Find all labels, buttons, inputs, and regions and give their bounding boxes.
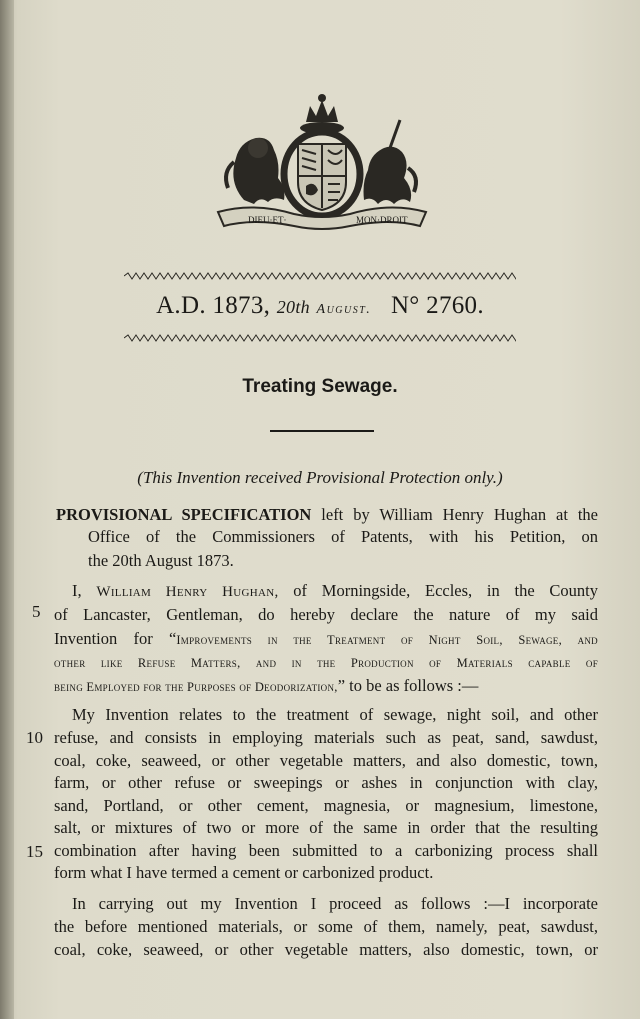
crest-motto-right: MON·DROIT [356,215,408,225]
para3-line-3: coal, coke, seaweed, or other vegetable matters, also domestic, town, or [54,940,598,959]
crest-motto-left: DIEU·ET· [248,215,287,225]
provisional-protection-note: (This Invention received Provisional Protection only.) [137,468,503,487]
header-patent-number: N° 2760. [390,292,484,319]
line-number-5: 5 [32,602,41,621]
patent-header [0,292,640,320]
para1-line-5 [54,675,564,698]
book-spine-shadow [0,0,14,1019]
para2-line-6: salt, or mixtures of two or more of the same in order that the resulting [54,818,598,837]
bottom-wavy-rule [124,334,516,342]
para2-line-2: refuse, and consists in employing materials such as peat, sand, sawdust, [54,728,598,747]
line-number-15: 15 [26,842,43,861]
para2-line-7: combination after having been submitted to a carbonizing process shall [54,841,598,860]
para1-line-1 [72,580,598,603]
para2-line-5: sand, Portland, or other cement, magnesia, or magnesium, limestone, [54,796,598,815]
document-title: Treating Sewage. [242,376,398,397]
para2-line-4: farm, or other refuse or sweepings or ashes in conjunction with clay, [54,773,598,792]
line-number-10: 10 [26,728,43,747]
para3-line-1: In carrying out my Invention I proceed as follows :—I incorporate [72,894,598,913]
spec-line-1 [56,504,598,526]
para3-line-2: the before mentioned materials, or some of them, namely, peat, sawdust, [54,917,598,936]
para1-inventor-name: William Henry Hughan, [96,584,279,600]
header-date: 20th [276,297,310,317]
royal-coat-of-arms [214,92,430,232]
top-wavy-rule [124,272,516,280]
para1-l5a: being Employed for the Purposes of Deodorization, [54,680,338,694]
para1-line-3 [54,628,598,651]
para2-line-8: form what I have termed a cement or carbonized product. [54,863,434,882]
para1-l3b: Improvements in the Treatment of Night Soil, Sewage, and [176,633,598,647]
para1-line-2: of Lancaster, Gentleman, do hereby declare the nature of my said [54,605,598,624]
para1-line-4: other like Refuse Matters, and in the Production of Materials capable of [54,656,598,670]
spec-line-1-text: left by William Henry Hughan at the [321,505,599,524]
header-month: August. [316,302,372,317]
para1-l1a: I, [72,581,82,600]
para2-line-1: My Invention relates to the treatment of sewage, night soil, and other [72,705,598,724]
spec-label: PROVISIONAL SPECIFICATION [56,505,312,524]
para1-l5b: ” to be as follows :— [337,676,479,695]
header-ad-year: A.D. 1873, [156,292,271,319]
spec-line-3: the 20th August 1873. [88,551,234,570]
title-rule [270,430,374,432]
para1-l1b: of Morningside, Eccles, in the County [293,581,598,600]
para1-l3a: Invention for “ [54,629,177,648]
para2-line-3: coal, coke, seaweed, or other vegetable matters, and also domestic, town, [54,751,598,770]
spec-line-2: Office of the Commissioners of Patents, with his Petition, on [88,527,598,546]
